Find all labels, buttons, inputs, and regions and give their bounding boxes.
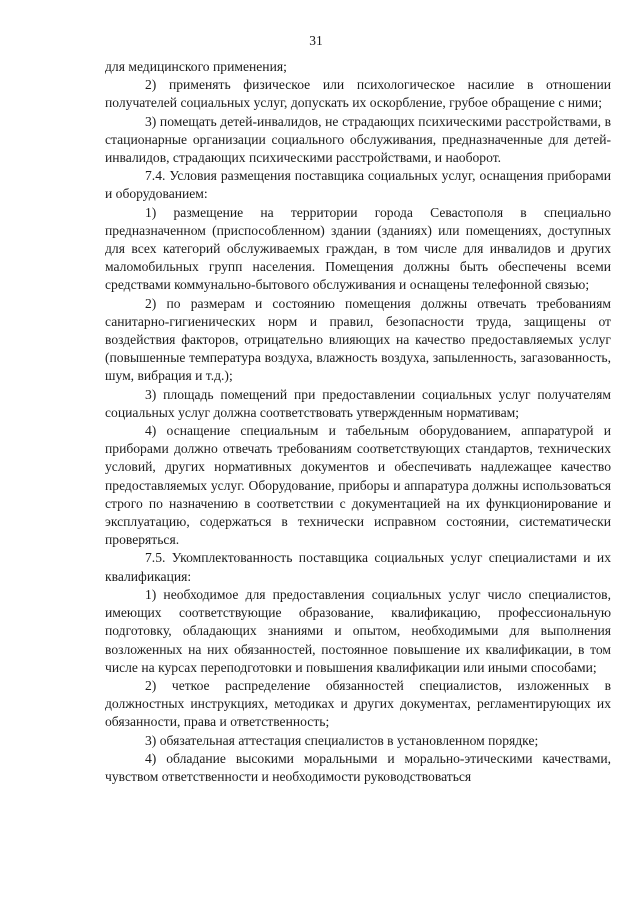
- paragraph-continuation: для медицинского применения;: [105, 59, 287, 74]
- list-item: 4) оснащение специальным и табельным оборудованием, аппаратурой и приборами должно отвечать требованиям соответствующих стандартов, технических условий, других нормативных документов и обеспечивать надлежащее качество предоставляемых услуг. Оборудование, приборы и аппаратура должны использоваться строго по назначению в соответствии с документацией на их функционирование и эксплуатацию, содержаться в технически исправном состоянии, систематически проверяться.: [105, 423, 611, 548]
- list-item: 2) применять физическое или психологическое насилие в отношении получателей социальных услуг, допускать их оскорбление, грубое обращение с ними;: [105, 77, 611, 111]
- list-item: 2) четкое распределение обязанностей специалистов, изложенных в должностных инструкциях, методиках и других документах, регламентирующих их обязанности, права и ответственность;: [105, 677, 611, 730]
- list-item: 1) необходимое для предоставления социальных услуг число специалистов, имеющих соответствующие образование, квалификацию, профессиональную подготовку, обладающих знаниями и опытом, необходимыми для выполнения возложенных на них обязанностей, постоянное повышение их квалификации, в том числе на курсах переподготовки и повышения квалификации или иными способами;: [105, 586, 611, 675]
- section-heading: 7.4. Условия размещения поставщика социальных услуг, оснащения приборами и оборудованием:: [105, 168, 611, 202]
- list-item: 2) по размерам и состоянию помещения должны отвечать требованиям санитарно-гигиенических норм и правил, безопасности труда, защищены от воздействия факторов, отрицательно влияющих на качество предоставляемых услуг (повышенные температура воздуха, влажность воздуха, запыленность, загазованность, шум, вибрация и т.д.);: [105, 295, 611, 384]
- list-item: 3) обязательная аттестация специалистов в установленном порядке;: [145, 732, 539, 748]
- list-item: 1) размещение на территории города Севастополя в специально предназначенном (приспособленном) здании (зданиях) или помещениях, доступных для всех категорий обслуживаемых граждан, в том числе для инвалидов и других маломобильных групп населения. Помещения должны быть обеспечены всеми средствами коммунально-бытового обслуживания и оснащены телефонной связью;: [105, 204, 611, 293]
- page-number: 31: [309, 33, 323, 48]
- list-item: 4) обладание высокими моральными и морально-этическими качествами, чувством ответственности и необходимости руководствоваться: [105, 750, 611, 784]
- document-body: [105, 58, 611, 786]
- section-heading: 7.5. Укомплектованность поставщика социальных услуг специалистами и их квалификация:: [105, 550, 611, 584]
- list-item: 3) помещать детей-инвалидов, не страдающих психическими расстройствами, в стационарные организации социального обслуживания, предназначенные для детей-инвалидов, страдающих психическими расстройствами, и наоборот.: [105, 113, 611, 166]
- list-item: 3) площадь помещений при предоставлении социальных услуг получателям социальных услуг должна соответствовать утвержденным нормативам;: [105, 386, 611, 420]
